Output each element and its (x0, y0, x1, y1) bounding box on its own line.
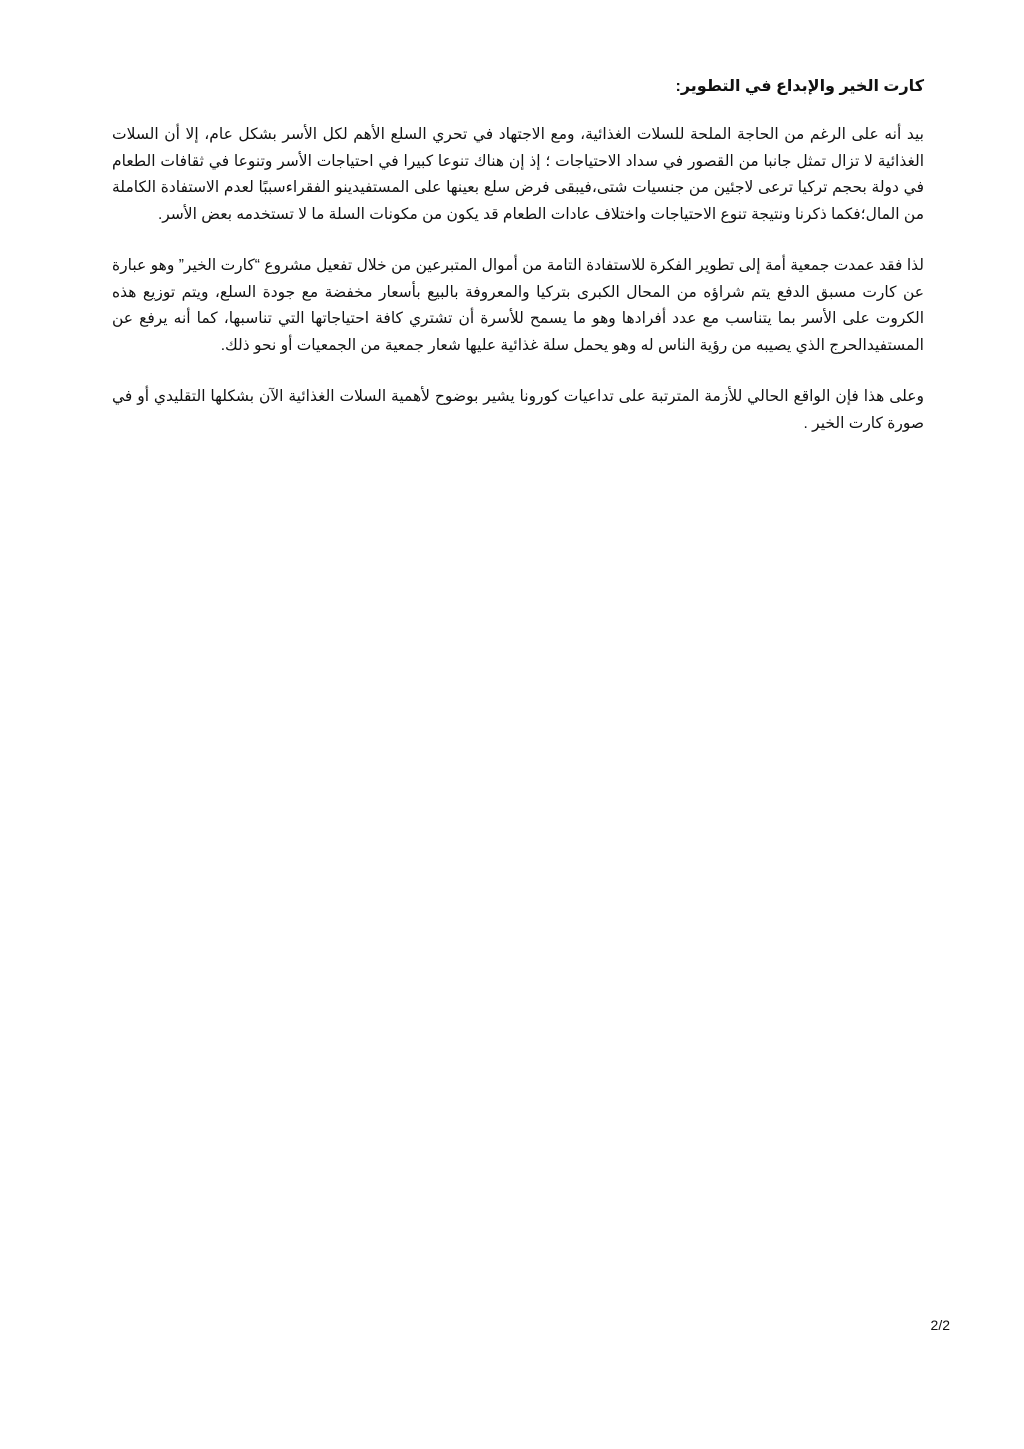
paragraph-3: وعلى هذا فإن الواقع الحالي للأزمة المترتبة على تداعيات كورونا يشير بوضوح لأهمية السلات الغذائية الآن بشكلها التقليدي أو في صورة كارت الخير . (112, 388, 924, 432)
section-heading: كارت الخير والإبداع في التطوير: (675, 78, 924, 95)
document-body (112, 75, 924, 462)
paragraph-1: بيد أنه على الرغم من الحاجة الملحة للسلات الغذائية، ومع الاجتهاد في تحري السلع الأهم لكل الأسر بشكل عام، إلا أن السلات الغذائية لا تزال تمثل جانبا من القصور في سداد الاحتياجات ؛ إذ إن هناك تنوعا كبيرا في احتياجات الأسر وتنوعا في ثقافات الطعام في دولة بحجم تركيا ترعى لاجئين من جنسيات شتى،فيبقى فرض سلع بعينها على المستفيدينو الفقراءسببًا لعدم الاستفادة الكاملة من المال؛فكما ذكرنا ونتيجة تنوع الاحتياجات واختلاف عادات الطعام قد يكون من مكونات السلة ما لا تستخدمه بعض الأسر. (112, 126, 924, 223)
page-number: 2/2 (930, 1317, 950, 1333)
paragraph-2: لذا فقد عمدت جمعية أمة إلى تطوير الفكرة للاستفادة التامة من أموال المتبرعين من خلال تفعيل مشروع “كارت الخير” وهو عبارة عن كارت مسبق الدفع يتم شراؤه من المحال الكبرى بتركيا والمعروفة بالبيع بأسعار مخفضة مع جودة السلع، ويتم توزيع هذه الكروت على الأسر بما يتناسب مع عدد أفرادها وهو ما يسمح للأسرة أن تشتري كافة احتياجاتها التي تناسبها، كما أنه يرفع عن المستفيدالحرج الذي يصيبه من رؤية الناس له وهو يحمل سلة غذائية عليها شعار جمعية من الجمعيات أو نحو ذلك. (112, 257, 924, 354)
